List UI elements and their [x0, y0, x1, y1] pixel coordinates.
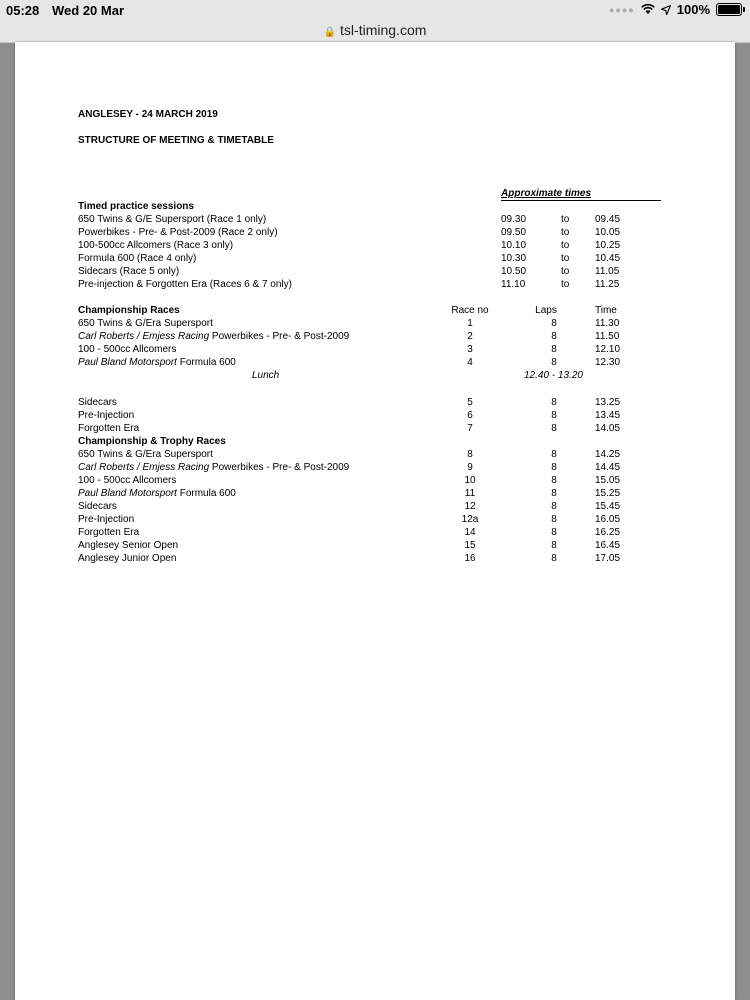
lunch-time: 12.40 - 13.20 — [524, 370, 583, 381]
race-number: 5 — [467, 397, 473, 408]
race-number: 6 — [467, 410, 473, 421]
practice-to-label: to — [561, 266, 570, 277]
approx-times-underline — [501, 200, 661, 201]
signal-dots-icon: ●●●● — [609, 4, 635, 15]
race-number: 3 — [467, 344, 473, 355]
practice-to-label: to — [561, 279, 570, 290]
practice-row-name — [78, 279, 292, 291]
race-class-name: 650 Twins & G/Era Supersport — [78, 449, 213, 460]
race-time: 11.30 — [595, 318, 620, 329]
race-row-name — [78, 449, 213, 461]
race-number: 15 — [464, 540, 476, 551]
race-class-name: 650 Twins & G/E Supersport (Race 1 only) — [78, 214, 267, 225]
status-bar — [0, 0, 750, 22]
race-time: 16.05 — [595, 514, 621, 525]
practice-end-time: 10.05 — [595, 227, 621, 238]
status-date: Wed 20 Mar — [52, 3, 125, 18]
race-laps: 8 — [551, 449, 557, 460]
race-time: 13.45 — [595, 410, 621, 421]
practice-start-time: 09.50 — [501, 227, 527, 238]
race-row-name — [78, 553, 176, 565]
race-laps: 8 — [551, 553, 557, 564]
race-laps: 8 — [551, 397, 557, 408]
race-time: 15.45 — [595, 501, 621, 512]
race-time: 12.30 — [595, 357, 621, 368]
race-row-name — [78, 397, 117, 409]
practice-start-time: 10.30 — [501, 253, 527, 264]
practice-start-time: 10.10 — [501, 240, 527, 251]
lunch-label: Lunch — [252, 370, 280, 381]
sponsor-name: Carl Roberts / Emjess Racing — [78, 462, 210, 473]
race-laps: 8 — [551, 488, 557, 499]
practice-to-label: to — [561, 227, 570, 238]
race-time: 15.05 — [595, 475, 621, 486]
race-class-name: Powerbikes - Pre- & Post-2009 (Race 2 only) — [78, 227, 278, 238]
race-row-name — [78, 475, 176, 487]
race-class-name: Pre-injection & Forgotten Era (Races 6 & 7 only) — [78, 279, 292, 290]
race-laps: 8 — [551, 501, 557, 512]
practice-start-time: 11.10 — [501, 279, 526, 290]
status-right — [609, 2, 742, 17]
approx-times-header: Approximate times — [501, 188, 592, 199]
race-row-name — [78, 423, 139, 435]
practice-start-time: 09.30 — [501, 214, 527, 225]
race-number: 1 — [467, 318, 473, 329]
race-number: 14 — [464, 527, 476, 538]
race-class-name: Powerbikes - Pre- & Post-2009 — [209, 462, 350, 473]
race-laps: 8 — [551, 527, 557, 538]
race-number: 12a — [461, 514, 479, 525]
practice-end-time: 10.45 — [595, 253, 621, 264]
race-class-name: 100-500cc Allcomers (Race 3 only) — [78, 240, 234, 251]
race-time: 16.45 — [595, 540, 621, 551]
practice-to-label: to — [561, 253, 570, 264]
race-class-name: Forgotten Era — [78, 423, 140, 434]
race-row-name — [78, 331, 349, 343]
pdf-page — [15, 42, 735, 1000]
championship-heading: Championship Races — [78, 305, 180, 316]
address-bar[interactable] — [0, 22, 750, 43]
race-number: 4 — [467, 357, 473, 368]
race-laps: 8 — [551, 331, 557, 342]
practice-end-time: 11.25 — [595, 279, 620, 290]
race-class-name: Sidecars — [78, 501, 117, 512]
race-class-name: Sidecars — [78, 397, 117, 408]
race-time: 14.05 — [595, 423, 621, 434]
race-row-name — [78, 357, 236, 369]
race-number: 9 — [467, 462, 473, 473]
lock-icon: 🔒 — [323, 27, 337, 38]
race-time: 17.05 — [595, 553, 621, 564]
race-class-name: Powerbikes - Pre- & Post-2009 — [209, 331, 350, 342]
practice-row-name — [78, 214, 266, 226]
race-time: 13.25 — [595, 397, 621, 408]
race-time: 14.25 — [595, 449, 621, 460]
race-laps: 8 — [551, 357, 557, 368]
race-row-name — [78, 462, 349, 474]
race-laps: 8 — [551, 514, 557, 525]
practice-heading: Timed practice sessions — [78, 201, 194, 212]
race-number: 8 — [467, 449, 473, 460]
location-arrow-icon — [661, 5, 671, 15]
race-laps: 8 — [551, 540, 557, 551]
race-class-name: Formula 600 — [176, 488, 236, 499]
race-class-name: Pre-Injection — [78, 514, 135, 525]
battery-icon — [716, 3, 742, 16]
race-row-name — [78, 488, 236, 500]
race-class-name: 100 - 500cc Allcomers — [78, 475, 177, 486]
race-number: 16 — [464, 553, 476, 564]
practice-end-time: 11.05 — [595, 266, 620, 277]
race-laps: 8 — [551, 462, 557, 473]
race-time: 11.50 — [595, 331, 620, 342]
practice-start-time: 10.50 — [501, 266, 527, 277]
practice-end-time: 10.25 — [595, 240, 621, 251]
document — [15, 42, 735, 1000]
battery-percent: 100% — [676, 2, 710, 17]
race-class-name: 100 - 500cc Allcomers — [78, 344, 177, 355]
col-time: Time — [595, 305, 617, 316]
race-class-name: Formula 600 — [176, 357, 236, 368]
doc-title: ANGLESEY - 24 MARCH 2019 — [78, 109, 218, 120]
race-class-name: Pre-Injection — [78, 410, 135, 421]
col-race-no: Race no — [451, 305, 489, 316]
practice-row-name — [78, 240, 233, 252]
race-laps: 8 — [551, 410, 557, 421]
race-class-name: Anglesey Senior Open — [78, 540, 179, 551]
race-row-name — [78, 318, 213, 330]
col-laps: Laps — [535, 305, 557, 316]
race-time: 16.25 — [595, 527, 621, 538]
race-row-name — [78, 514, 134, 526]
trophy-heading: Championship & Trophy Races — [78, 436, 226, 447]
sponsor-name: Paul Bland Motorsport — [78, 488, 177, 499]
race-number: 12 — [464, 501, 476, 512]
practice-row-name — [78, 266, 179, 278]
practice-end-time: 09.45 — [595, 214, 621, 225]
race-row-name — [78, 540, 178, 552]
race-row-name — [78, 501, 117, 513]
sponsor-name: Carl Roberts / Emjess Racing — [78, 331, 210, 342]
race-class-name: Forgotten Era — [78, 527, 140, 538]
race-number: 2 — [467, 331, 473, 342]
race-class-name: 650 Twins & G/Era Supersport — [78, 318, 213, 329]
doc-subtitle: STRUCTURE OF MEETING & TIMETABLE — [78, 135, 274, 146]
race-laps: 8 — [551, 475, 557, 486]
practice-row-name — [78, 227, 278, 239]
race-laps: 8 — [551, 423, 557, 434]
race-number: 10 — [464, 475, 476, 486]
race-time: 15.25 — [595, 488, 621, 499]
race-class-name: Sidecars (Race 5 only) — [78, 266, 180, 277]
race-time: 12.10 — [595, 344, 621, 355]
race-laps: 8 — [551, 344, 557, 355]
race-number: 11 — [464, 488, 476, 499]
race-laps: 8 — [551, 318, 557, 329]
race-row-name — [78, 344, 176, 356]
practice-to-label: to — [561, 240, 570, 251]
status-time: 05:28 — [6, 3, 40, 18]
race-row-name — [78, 410, 134, 422]
race-number: 7 — [467, 423, 473, 434]
wifi-icon — [641, 4, 655, 15]
race-time: 14.45 — [595, 462, 621, 473]
race-class-name: Anglesey Junior Open — [78, 553, 177, 564]
practice-to-label: to — [561, 214, 570, 225]
sponsor-name: Paul Bland Motorsport — [78, 357, 177, 368]
practice-row-name — [78, 253, 196, 265]
race-row-name — [78, 527, 139, 539]
race-class-name: Formula 600 (Race 4 only) — [78, 253, 197, 264]
url-text[interactable]: tsl-timing.com — [340, 22, 427, 38]
